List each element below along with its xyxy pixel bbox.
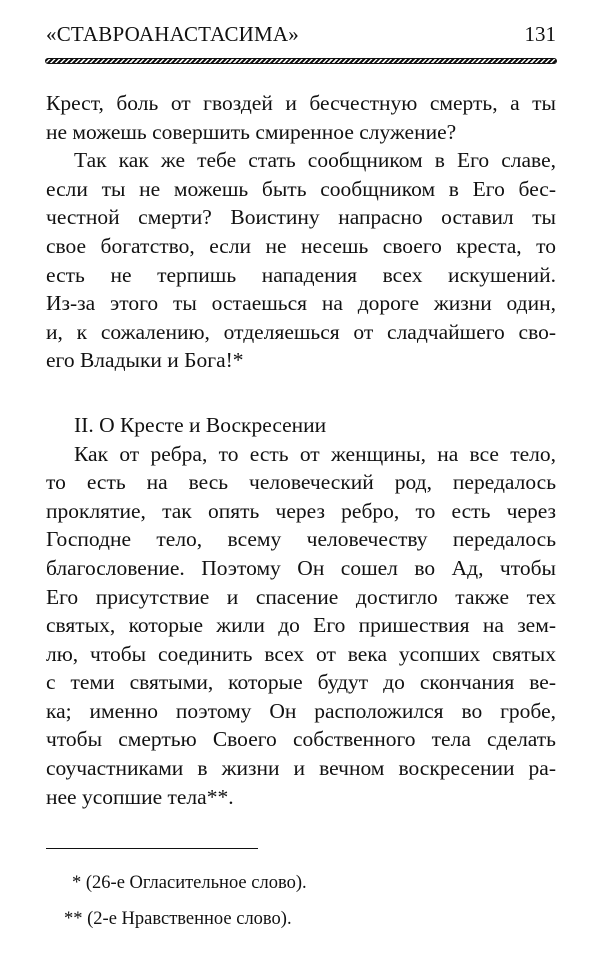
text-line: Крест, боль от гвоздей и бесчестную смерть, а ты <box>46 91 556 115</box>
text-line: Из-за этого ты остаешься на дороге жизни один, <box>46 291 556 316</box>
section-heading: II. О Кресте и Воскресении <box>74 412 327 437</box>
text-line: с теми святыми, которые будут до скончания ве- <box>46 670 556 695</box>
text-line: то есть на весь человеческий род, передалось <box>46 470 556 495</box>
footnote: ** (2-е Нравственное слово). <box>64 909 292 929</box>
paragraph <box>46 146 556 375</box>
text-line: честной смерти? Воистину напрасно оставил ты <box>46 205 556 230</box>
text-line: соучастниками в жизни и вечном воскресении ра- <box>46 756 556 781</box>
text-line: лю, чтобы соединить всех от века усопших святых <box>46 641 556 666</box>
running-title: «СТАВРОАНАСТАСИМА» <box>46 22 299 46</box>
text-line: Господне тело, всему человечеству передалось <box>46 527 556 552</box>
paragraph <box>46 440 556 812</box>
footnote-divider <box>46 848 258 849</box>
text-line: благословение. Поэтому Он сошел во Ад, чтобы <box>46 555 556 580</box>
text-line: не можешь совершить смиренное служение? <box>46 119 457 144</box>
text-line: святых, которые жили до Его пришествия на зем- <box>46 613 556 638</box>
text-line: свое богатство, если не несешь своего креста, то <box>46 233 556 258</box>
text-line: и, к сожалению, отделяешься от сладчайшего сво- <box>46 319 556 344</box>
text-line: если ты не можешь быть сообщником в Его бес- <box>46 176 556 201</box>
text-line: Так как же тебе стать сообщником в Его славе, <box>74 148 556 173</box>
text-line: есть не терпишь нападения всех искушений. <box>46 262 556 287</box>
footnote: * (26-е Огласительное слово). <box>72 873 307 893</box>
running-header <box>46 22 556 52</box>
page-number: 131 <box>524 22 556 46</box>
text-line: чтобы смертью Своего собственного тела сделать <box>46 727 556 752</box>
spacer <box>46 375 556 411</box>
header-rope-divider <box>45 58 557 64</box>
text-line: Его присутствие и спасение достигло также тех <box>46 584 556 609</box>
text-line: его Владыки и Бога!* <box>46 348 244 373</box>
text-line: Как от ребра, то есть от женщины, на все тело, <box>74 441 556 466</box>
text-line: нее усопшие тела**. <box>46 784 234 809</box>
text-line: ка; именно поэтому Он расположился во гробе, <box>46 698 556 723</box>
text-line: проклятие, так опять через ребро, то есть через <box>46 498 556 523</box>
paragraph <box>46 89 556 146</box>
page-body <box>46 89 556 811</box>
